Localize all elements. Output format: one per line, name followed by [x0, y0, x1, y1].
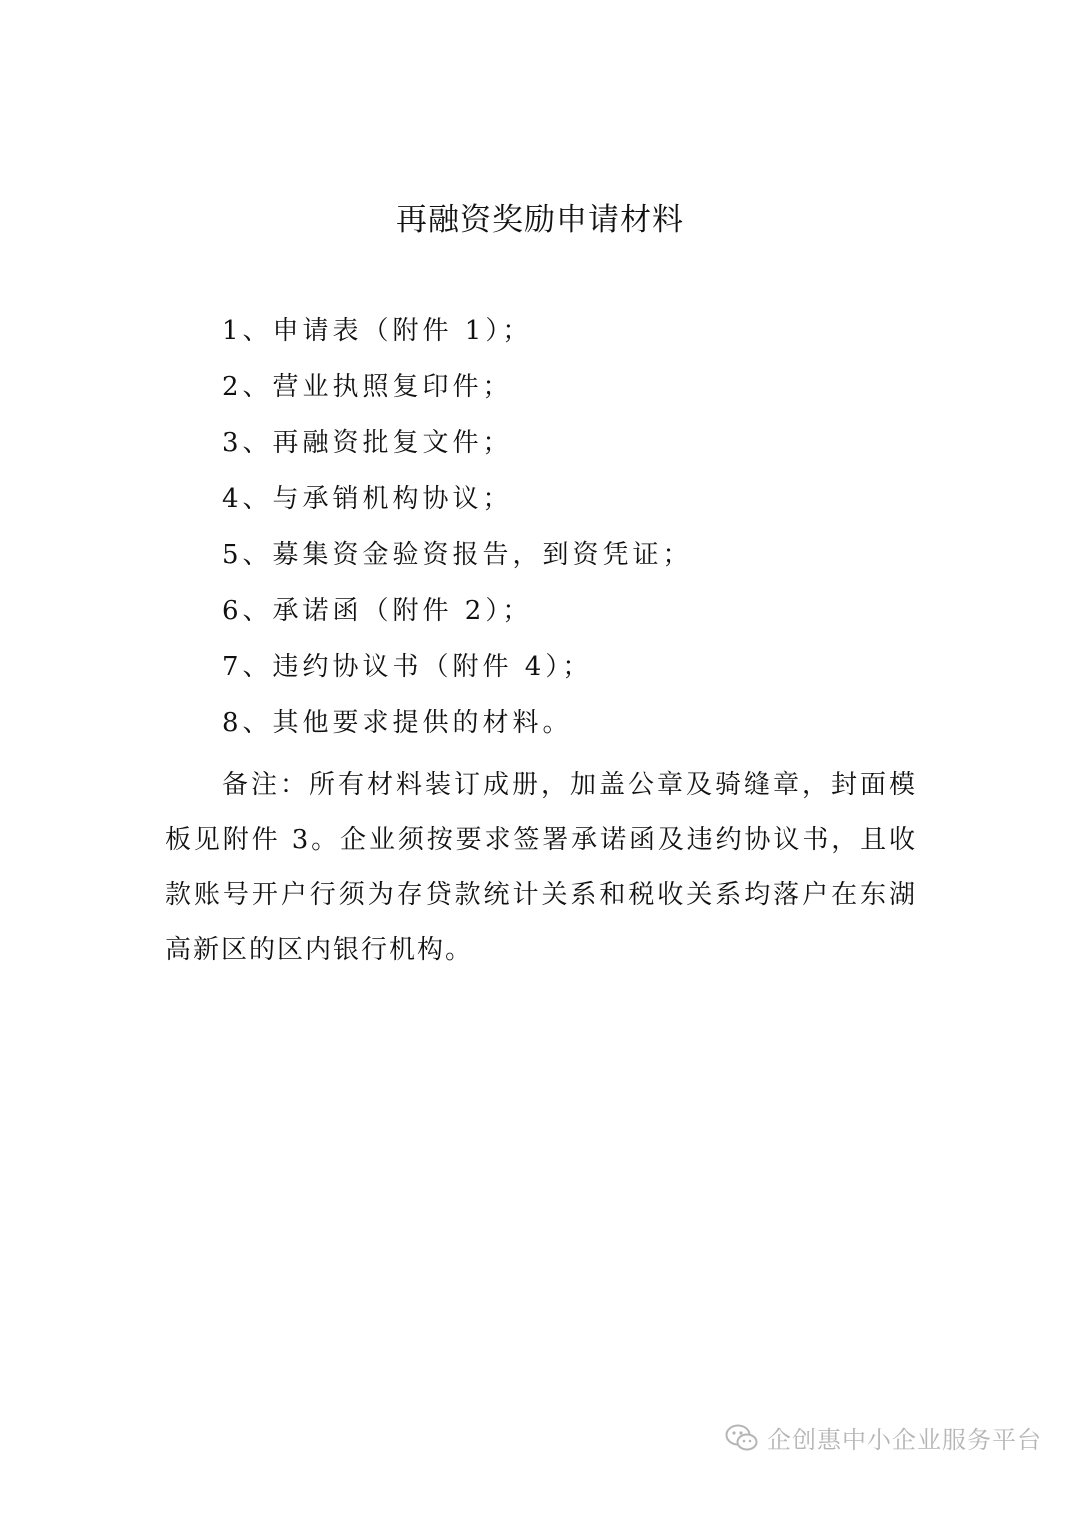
materials-list	[222, 305, 942, 753]
list-item: 7、违约协议书（附件 4）；	[222, 652, 593, 682]
list-item: 6、承诺函（附件 2）；	[222, 596, 533, 626]
list-item: 3、再融资批复文件；	[222, 428, 513, 458]
list-item: 5、募集资金验资报告，到资凭证；	[222, 540, 693, 570]
list-item: 8、其他要求提供的材料。	[222, 708, 573, 738]
list-item: 2、营业执照复印件；	[222, 372, 513, 402]
watermark	[725, 1420, 1042, 1455]
list-item: 4、与承销机构协议；	[222, 484, 513, 514]
watermark-text: 企创惠中小企业服务平台	[767, 1426, 1042, 1454]
note-paragraph: 备注：所有材料装订成册，加盖公章及骑缝章，封面模板见附件 3。企业须按要求签署承诺函及违约协议书，且收款账号开户行须为存贷款统计关系和税收关系均落户在东湖高新区的区内银行机构。	[165, 770, 917, 965]
wechat-icon	[725, 1423, 759, 1453]
document-title: 再融资奖励申请材料	[396, 202, 684, 238]
list-item: 1、申请表（附件 1）；	[222, 316, 533, 346]
